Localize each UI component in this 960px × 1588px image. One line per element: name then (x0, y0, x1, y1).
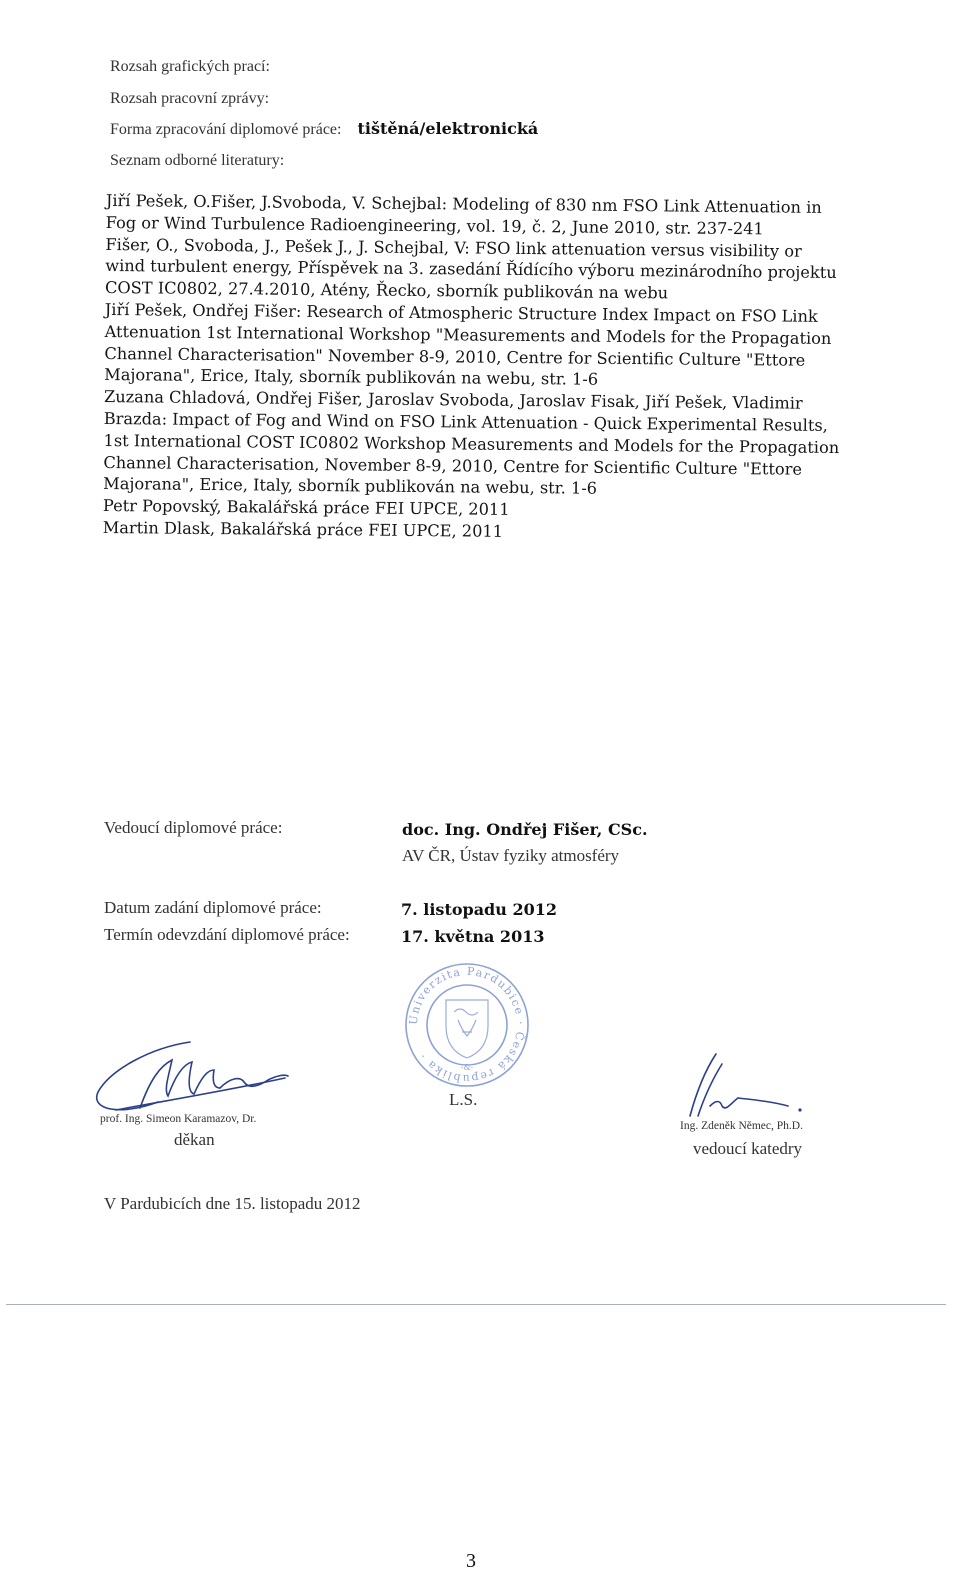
reference-item: Fišer, O., Svoboda, J., Pešek J., J. Schejbal, V: FSO link attenuation versus visibility or wind turbulent energy, Příspěvek na 3. zasedání Řídícího výboru mezinárodního projektu COST IC0802, 27.4.2010, Atény, Řecko, sborník publikován na webu (104, 234, 837, 303)
place-date: V Pardubicích dne 15. listopadu 2012 (104, 1194, 361, 1213)
page-number: 3 (466, 1550, 476, 1572)
dean-name: prof. Ing. Simeon Karamazov, Dr. (100, 1113, 257, 1125)
reference-item: Zuzana Chladová, Ondřej Fišer, Jaroslav Svoboda, Jaroslav Fisak, Jiří Pešek, Vladimir Brazda: Impact of Fog and Wind on FSO Link Attenuation - Quick Experimental Results, 1st International COST IC0802 Workshop Measurements and Models for the Propagation Channel Characterisation, November 8-9, 2010, Centre for Scientific Culture "Ettore Majorana", Erice, Italy, sborník publikován na webu, str. 1-6 (103, 387, 840, 499)
due-date-label: Termín odevzdání diplomové práce: (104, 925, 350, 944)
seal-ls: L.S. (449, 1090, 478, 1109)
reference-item: Jiří Pešek, O.Fišer, J.Svoboda, V. Schejbal: Modeling of 830 nm FSO Link Attenuation in Fog or Wind Turbulence Radioengineering, vol. 19, č. 2, June 2010, str. 237-241 (105, 190, 822, 239)
svg-text:Univerzita Pardubice · Česká r: Univerzita Pardubice · Česká republika · (406, 964, 528, 1086)
page-divider (6, 1304, 946, 1305)
university-seal (402, 960, 532, 1090)
svg-text:-&-: -&- (460, 1063, 474, 1072)
head-signature (660, 1050, 820, 1120)
reference-item: Jiří Pešek, Ondřej Fišer: Research of Atmospheric Structure Index Impact on FSO Link Attenuation 1st International Workshop "Measurements and Models for the Propagation Channel Characterisation" November 8-9, 2010, Centre for Scientific Culture "Ettore Majorana", Erice, Italy, sborník publikován na webu, str. 1-6 (104, 299, 832, 390)
dean-role: děkan (174, 1130, 215, 1149)
dean-signature (80, 1030, 300, 1120)
due-date-value: 17. května 2013 (401, 927, 545, 946)
head-role: vedoucí katedry (693, 1139, 803, 1158)
form-label: Forma zpracování diplomové práce: (110, 121, 342, 138)
reference-item: Petr Popovský, Bakalářská práce FEI UPCE, 2011 (102, 496, 510, 520)
literature-row (110, 150, 284, 170)
assigned-date-label: Datum zadání diplomové práce: (104, 898, 322, 917)
assigned-date-value: 7. listopadu 2012 (401, 900, 557, 919)
supervisor-name: doc. Ing. Ondřej Fišer, CSc. (402, 820, 648, 839)
form-row (110, 119, 538, 139)
literature-label: Seznam odborné literatury: (110, 152, 285, 169)
report-scope-row (110, 88, 269, 108)
supervisor-institution: AV ČR, Ústav fyziky atmosféry (402, 846, 620, 865)
graphics-scope-row (110, 56, 270, 76)
head-name: Ing. Zdeněk Němec, Ph.D. (680, 1120, 803, 1132)
reference-item: Martin Dlask, Bakalářská práce FEI UPCE, 2011 (102, 517, 504, 541)
reference-list (103, 190, 846, 546)
supervisor-label: Vedoucí diplomové práce: (104, 818, 283, 837)
report-scope-label: Rozsah pracovní zprávy: (110, 90, 270, 107)
graphics-scope-label: Rozsah grafických prací: (110, 58, 270, 75)
form-value: tištěná/elektronická (357, 119, 539, 138)
